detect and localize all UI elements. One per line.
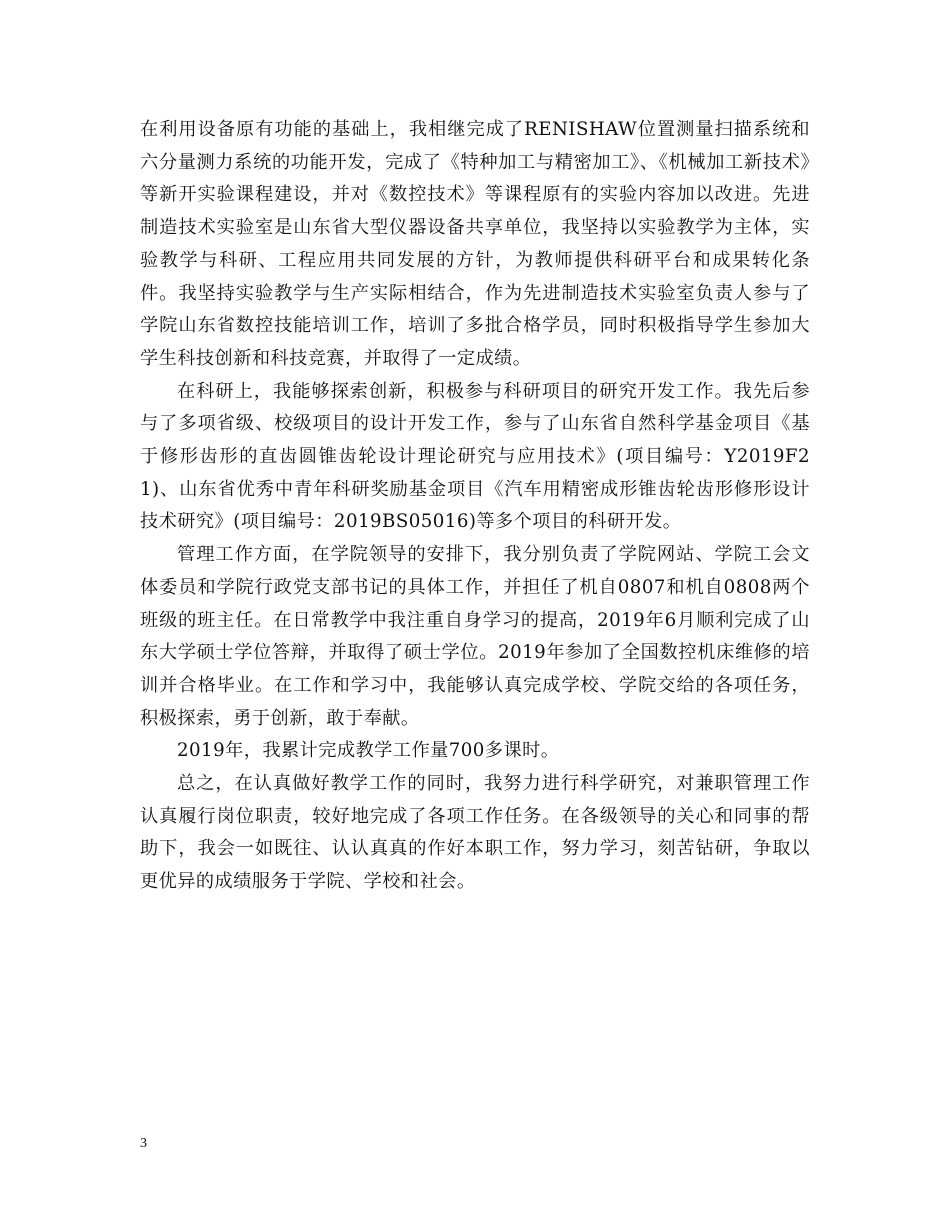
- paragraph-workload: 2019年，我累计完成教学工作量700多课时。: [177, 740, 560, 762]
- paragraph-summary: 总之，在认真做好教学工作的同时，我努力进行科学研究，对兼职管理工作认真履行岗位职责，较好地完成了各项工作任务。在各级领导的关心和同事的帮助下，我会一如既往、认认真真的作好本职工作，努力学习，刻苦钻研，争取以更优异的成绩服务于学院、学校和社会。: [140, 773, 810, 893]
- document-body: [140, 114, 810, 899]
- paragraph-research: 在科研上，我能够探索创新，积极参与科研项目的研究开发工作。我先后参与了多项省级、校级项目的设计开发工作，参与了山东省自然科学基金项目《基于修形齿形的直齿圆锥齿轮设计理论研究与应用技术》(项目编号：Y2019F21)、山东省优秀中青年科研奖励基金项目《汽车用精密成形锥齿轮齿形修形设计技术研究》(项目编号：2019BS05016)等多个项目的科研开发。: [140, 380, 810, 533]
- page-number: 3: [140, 1136, 147, 1151]
- paragraph-continued: 在利用设备原有功能的基础上，我相继完成了RENISHAW位置测量扫描系统和六分量测力系统的功能开发，完成了《特种加工与精密加工》、《机械加工新技术》等新开实验课程建设，并对《数控技术》等课程原有的实验内容加以改进。先进制造技术实验室是山东省大型仪器设备共享单位，我坚持以实验教学为主体，实验教学与科研、工程应用共同发展的方针，为教师提供科研平台和成果转化条件。我坚持实验教学与生产实际相结合，作为先进制造技术实验室负责人参与了学院山东省数控技能培训工作，培训了多批合格学员，同时积极指导学生参加大学生科技创新和科技竞赛，并取得了一定成绩。: [140, 119, 810, 369]
- paragraph-management: 管理工作方面，在学院领导的安排下，我分别负责了学院网站、学院工会文体委员和学院行政党支部书记的具体工作，并担任了机自0807和机自0808两个班级的班主任。在日常教学中我注重自身学习的提高，2019年6月顺利完成了山东大学硕士学位答辩，并取得了硕士学位。2019年参加了全国数控机床维修的培训并合格毕业。在工作和学习中，我能够认真完成学校、学院交给的各项任务，积极探索，勇于创新，敢于奉献。: [140, 544, 810, 729]
